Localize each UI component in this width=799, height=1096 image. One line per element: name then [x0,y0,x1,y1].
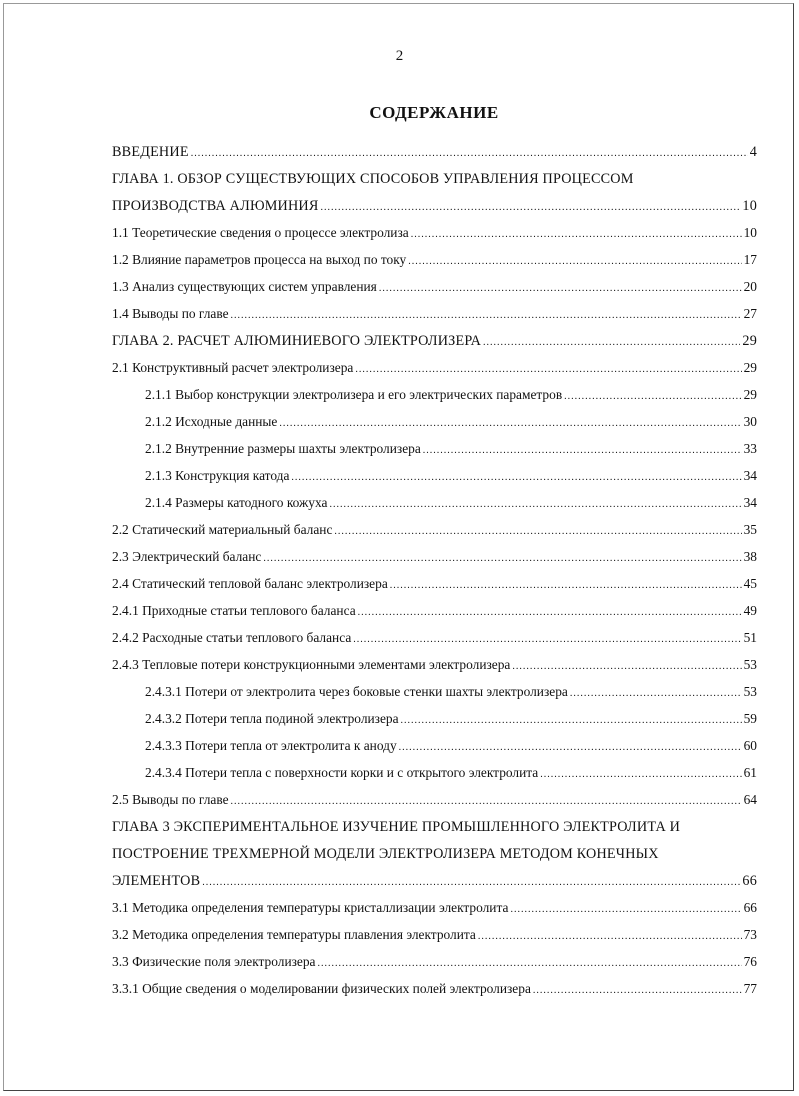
toc-entry[interactable] [112,791,757,811]
toc-entry[interactable] [112,143,757,163]
toc-leader-dots [423,442,742,460]
toc-leader-dots [570,685,742,703]
toc-page-number: 51 [743,630,757,645]
toc-entry[interactable] [112,224,757,244]
toc-page-number: 20 [743,279,757,294]
toc-entry[interactable] [112,629,757,649]
toc-entry[interactable] [145,494,757,514]
toc-leader-dots [355,361,741,379]
toc-page-number: 66 [743,900,757,915]
toc-page-number: 35 [743,522,757,537]
toc-entry-label: 2.2 Статический материальный баланс [112,522,333,537]
toc-entry[interactable] [112,197,757,217]
toc-leader-dots [321,199,741,217]
toc-leader-dots [411,226,742,244]
toc-entry-label: 2.1.3 Конструкция катода [145,468,290,483]
toc-entry-label: 1.3 Анализ существующих систем управления [112,279,377,294]
toc-heading-line: ПОСТРОЕНИЕ ТРЕХМЕРНОЙ МОДЕЛИ ЭЛЕКТРОЛИЗЕРА МЕТОДОМ КОНЕЧНЫХ [112,846,659,862]
toc-entry-label: 3.2 Методика определения температуры плавления электролита [112,927,476,942]
toc-entry-label: 2.4.3 Тепловые потери конструкционными элементами электролизера [112,657,511,672]
toc-entry[interactable] [145,413,757,433]
toc-entry-label: 2.4 Статический тепловой баланс электролизера [112,576,388,591]
toc-page-number: 4 [749,144,757,160]
toc-entry[interactable] [112,872,757,892]
toc-page-number: 66 [742,873,757,889]
toc-leader-dots [408,253,741,271]
toc-leader-dots [379,280,742,298]
toc-entry[interactable] [112,575,757,595]
toc-entry[interactable] [112,926,757,946]
toc-leader-dots [291,469,741,487]
toc-entry[interactable] [145,467,757,487]
toc-entry-label: ВВЕДЕНИЕ [112,144,189,160]
toc-entry-label: 2.4.2 Расходные статьи теплового баланса [112,630,352,645]
toc-entry-label: 2.4.1 Приходные статьи теплового баланса [112,603,356,618]
toc-entry[interactable] [112,953,757,973]
toc-entry[interactable] [145,683,757,703]
toc-entry-label: 2.3 Электрический баланс [112,549,262,564]
toc-entry-label: 2.1.4 Размеры катодного кожуха [145,495,328,510]
toc-page-number: 29 [743,360,757,375]
toc-page-number: 73 [743,927,757,942]
toc-leader-dots [231,307,742,325]
toc-page-number: 53 [743,657,757,672]
toc-entry-label: 2.4.3.4 Потери тепла с поверхности корки и с открытого электролита [145,765,539,780]
toc-leader-dots [202,874,740,892]
toc-entry-label: 3.1 Методика определения температуры кристаллизации электролита [112,900,509,915]
toc-entry-label: 3.3.1 Общие сведения о моделировании физических полей электролизера [112,981,531,996]
toc-page-number: 34 [743,495,757,510]
toc-entry[interactable] [145,386,757,406]
toc-entry-label: 3.3 Физические поля электролизера [112,954,316,969]
toc-page-number: 77 [743,981,757,996]
toc-page-number: 76 [743,954,757,969]
toc-page-number: 17 [743,252,757,267]
toc-entry[interactable] [112,656,757,676]
toc-leader-dots [358,604,742,622]
toc-entry[interactable] [112,278,757,298]
toc-entry[interactable] [145,440,757,460]
toc-entry-label: 1.4 Выводы по главе [112,306,229,321]
toc-entry-label: 2.1.1 Выбор конструкции электролизера и его электрических параметров [145,387,563,402]
page-number: 2 [395,48,404,64]
toc-leader-dots [279,415,741,433]
toc-entry-label: 2.1 Конструктивный расчет электролизера [112,360,354,375]
toc-page-number: 27 [743,306,757,321]
toc-page-number: 38 [743,549,757,564]
toc-page-number: 45 [743,576,757,591]
toc-entry[interactable] [112,359,757,379]
toc-entry-label: 1.1 Теоретические сведения о процессе электролиза [112,225,409,240]
toc-entry[interactable] [145,737,757,757]
toc-entry[interactable] [112,602,757,622]
toc-leader-dots [318,955,742,973]
toc-leader-dots [512,658,741,676]
toc-entry-label: ПРОИЗВОДСТВА АЛЮМИНИЯ [112,198,319,214]
toc-page-number: 33 [743,441,757,456]
toc-leader-dots [191,145,748,163]
toc-page-number: 10 [743,225,757,240]
toc-entry-label: 2.4.3.1 Потери от электролита через боковые стенки шахты электролизера [145,684,568,699]
toc-entry[interactable] [145,764,757,784]
toc-entry[interactable] [112,521,757,541]
toc-leader-dots [334,523,741,541]
toc-leader-dots [329,496,741,514]
toc-entry[interactable] [112,305,757,325]
toc-entry[interactable] [145,710,757,730]
toc-page-number: 29 [743,387,757,402]
toc-leader-dots [390,577,742,595]
toc-entry-label: 2.4.3.2 Потери тепла подиной электролизера [145,711,399,726]
toc-leader-dots [263,550,741,568]
toc-entry[interactable] [112,980,757,1000]
toc-page-number: 59 [743,711,757,726]
toc-leader-dots [399,739,742,757]
toc-leader-dots [483,334,740,352]
toc-leader-dots [533,982,742,1000]
toc-leader-dots [353,631,741,649]
toc-page-number: 34 [743,468,757,483]
toc-page-number: 29 [742,333,757,349]
toc-entry[interactable] [112,332,757,352]
toc-entry-label: ЭЛЕМЕНТОВ [112,873,201,889]
toc-leader-dots [231,793,742,811]
toc-page-number: 64 [743,792,757,807]
toc-page-number: 61 [743,765,757,780]
toc-page-number: 10 [742,198,757,214]
toc-entry[interactable] [112,251,757,271]
toc-entry[interactable] [112,548,757,568]
toc-leader-dots [510,901,741,919]
toc-entry-label: ГЛАВА 2. РАСЧЕТ АЛЮМИНИЕВОГО ЭЛЕКТРОЛИЗЕРА [112,333,482,349]
toc-leader-dots [401,712,742,730]
toc-heading-line: ГЛАВА 1. ОБЗОР СУЩЕСТВУЮЩИХ СПОСОБОВ УПРАВЛЕНИЯ ПРОЦЕССОМ [112,171,634,187]
toc-page-number: 60 [743,738,757,753]
toc-entry-label: 2.5 Выводы по главе [112,792,229,807]
toc-page-number: 30 [743,414,757,429]
toc-entry-label: 2.4.3.3 Потери тепла от электролита к аноду [145,738,397,753]
toc-page-number: 53 [743,684,757,699]
toc-entry[interactable] [112,899,757,919]
toc-leader-dots [478,928,742,946]
toc-entry-label: 1.2 Влияние параметров процесса на выход по току [112,252,407,267]
toc-entry-label: 2.1.2 Внутренние размеры шахты электролизера [145,441,421,456]
toc-entry-label: 2.1.2 Исходные данные [145,414,278,429]
toc-page-number: 49 [743,603,757,618]
toc-leader-dots [564,388,741,406]
toc-leader-dots [540,766,741,784]
toc-heading-line: ГЛАВА 3 ЭКСПЕРИМЕНТАЛЬНОЕ ИЗУЧЕНИЕ ПРОМЫШЛЕННОГО ЭЛЕКТРОЛИТА И [112,819,681,835]
page-title: СОДЕРЖАНИЕ [369,103,499,122]
